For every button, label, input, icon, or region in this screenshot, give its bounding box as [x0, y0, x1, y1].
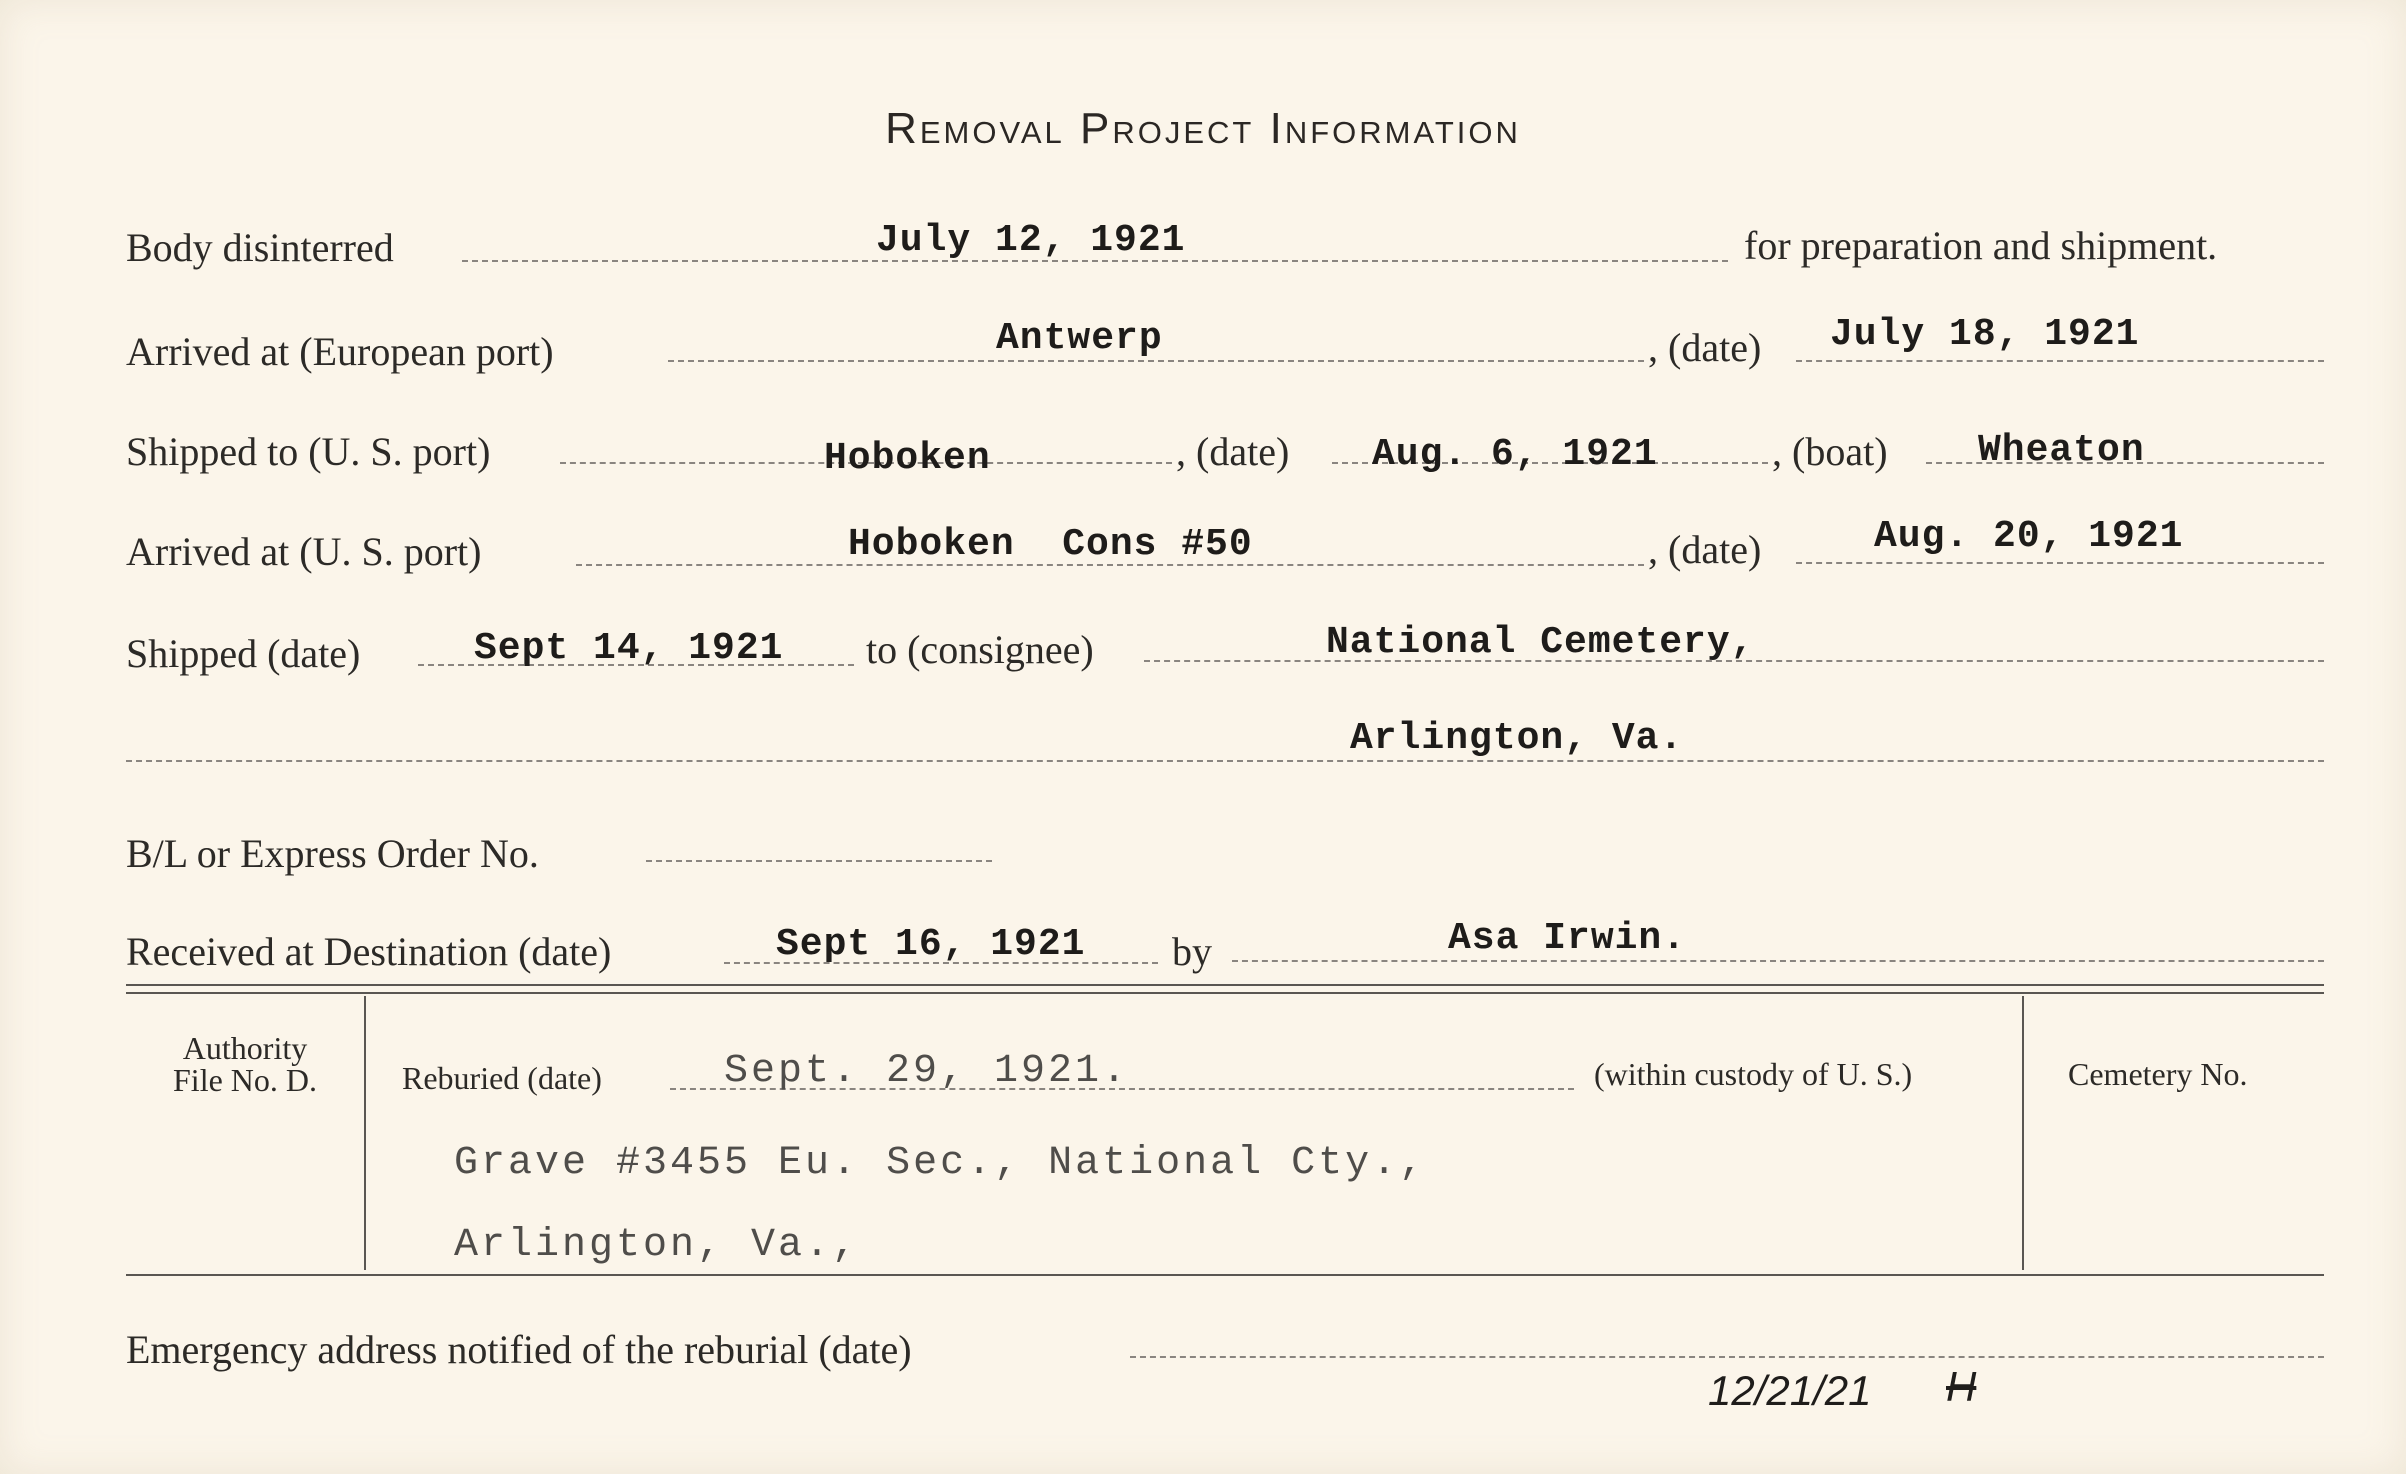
- authority-line1: Authority: [182, 1030, 308, 1066]
- consignee-line2-rule: [126, 760, 2324, 762]
- arrived-european-port: Antwerp: [996, 317, 1163, 360]
- arrived-us-date-label: , (date): [1648, 527, 1762, 572]
- shipped-us-date: Aug. 6, 1921: [1372, 433, 1658, 476]
- arrived-us-port: Hoboken Cons #50: [848, 523, 1253, 566]
- shipped-us-boat-label: , (boat): [1772, 429, 1888, 474]
- shipped-label: Shipped (date): [126, 631, 361, 676]
- body-disinterred-suffix: for preparation and shipment.: [1744, 223, 2218, 268]
- consignee-line2: Arlington, Va.: [1350, 717, 1684, 760]
- emergency-label: Emergency address notified of the reburial (date): [126, 1327, 912, 1372]
- shipped-us-port: Hoboken: [824, 437, 991, 480]
- arrived-european-label: Arrived at (European port): [126, 329, 554, 374]
- card-title: Removal Project Information: [885, 104, 1521, 153]
- arrived-us-label: Arrived at (U. S. port): [126, 529, 482, 574]
- reburied-label: Reburied (date): [402, 1060, 602, 1096]
- arrived-european-date: July 18, 1921: [1830, 313, 2140, 356]
- authority-line2: File No. D.: [173, 1062, 317, 1098]
- grave-line2: Arlington, Va.,: [454, 1223, 860, 1268]
- reburied-date: Sept. 29, 1921.: [724, 1049, 1130, 1094]
- cemetery-no-label: Cemetery No.: [2068, 1056, 2248, 1092]
- box-top-rule-2: [126, 992, 2324, 994]
- arrived-us-date-line: [1796, 562, 2324, 564]
- shipped-us-label: Shipped to (U. S. port): [126, 429, 491, 474]
- emergency-line: [1130, 1356, 2324, 1358]
- bl-label: B/L or Express Order No.: [126, 831, 539, 876]
- box-top-rule: [126, 984, 2324, 986]
- received-by-line: [1232, 960, 2324, 962]
- arrived-european-line: [668, 360, 1644, 362]
- received-by: Asa Irwin.: [1448, 917, 1687, 960]
- emergency-date: 12/21/21: [1708, 1367, 1872, 1414]
- received-date: Sept 16, 1921: [776, 923, 1086, 966]
- shipped-us-boat: Wheaton: [1978, 429, 2145, 472]
- custody-label: (within custody of U. S.): [1594, 1056, 1913, 1092]
- shipped-us-date-label: , (date): [1176, 429, 1290, 474]
- box-divider-right: [2022, 996, 2024, 1270]
- consignee-label: to (consignee): [866, 627, 1094, 672]
- received-by-label: by: [1172, 929, 1212, 974]
- arrived-european-date-label: , (date): [1648, 325, 1762, 370]
- box-bottom-rule: [126, 1274, 2324, 1276]
- emergency-initials: H: [1946, 1363, 1977, 1410]
- consignee-line1: National Cemetery,: [1326, 621, 1755, 664]
- arrived-us-date: Aug. 20, 1921: [1874, 515, 2184, 558]
- shipped-date: Sept 14, 1921: [474, 627, 784, 670]
- arrived-european-date-line: [1796, 360, 2324, 362]
- received-label: Received at Destination (date): [126, 929, 612, 974]
- body-disinterred-value: July 12, 1921: [876, 219, 1186, 262]
- bl-line: [646, 860, 992, 862]
- box-divider-left: [364, 996, 366, 1270]
- body-disinterred-label: Body disinterred: [126, 225, 394, 270]
- grave-line1: Grave #3455 Eu. Sec., National Cty.,: [454, 1141, 1427, 1186]
